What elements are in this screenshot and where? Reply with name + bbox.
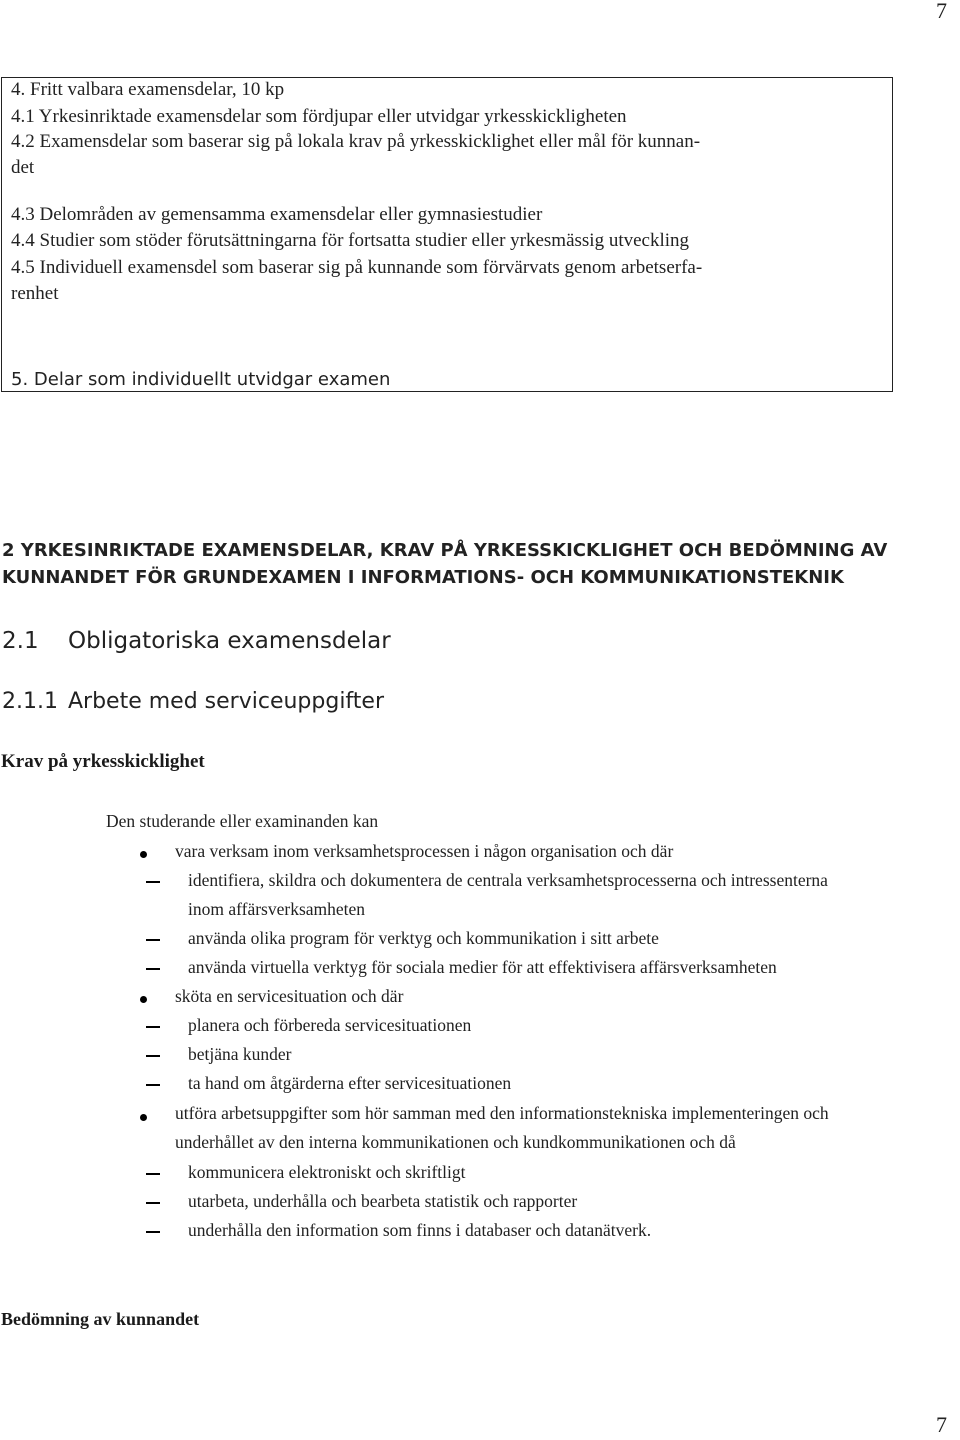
dash-marker xyxy=(146,1173,160,1175)
dash-marker xyxy=(146,1202,160,1204)
toc-line-5: 5. Delar som individuellt utvidgar examen xyxy=(11,369,391,390)
chapter-heading-line1: 2 YRKESINRIKTADE EXAMENSDELAR, KRAV PÅ YRKESSKICKLIGHET OCH BEDÖMNING AV xyxy=(2,540,888,561)
subsection-heading-title: Arbete med serviceuppgifter xyxy=(68,689,384,714)
toc-line-4-4: 4.4 Studier som stöder förutsättningarna för fortsatta studier eller yrkesmässig utveckling xyxy=(11,230,690,251)
bedomning-heading: Bedömning av kunnandet xyxy=(1,1309,200,1329)
krav-heading: Krav på yrkesskicklighet xyxy=(1,751,205,772)
sub-item-3-3: underhålla den information som finns i databaser och datanätverk. xyxy=(188,1220,652,1240)
toc-line-4-5: 4.5 Individuell examensdel som baserar sig på kunnande som förvärvats genom arbetserfa- xyxy=(11,257,703,278)
bullet-item-1: vara verksam inom verksamhetsprocessen i någon organisation och där xyxy=(175,841,674,861)
section-heading-number: 2.1 xyxy=(2,628,39,654)
section-heading-title: Obligatoriska examensdelar xyxy=(68,628,391,654)
bullet-item-3-cont: underhållet av den interna kommunikationen och kundkommunikationen och då xyxy=(175,1132,736,1152)
dash-marker xyxy=(146,968,160,970)
sub-item-2-2: betjäna kunder xyxy=(188,1044,292,1064)
toc-line-4-1: 4.1 Yrkesinriktade examensdelar som fördjupar eller utvidgar yrkesskickligheten xyxy=(11,106,627,127)
bullet-marker xyxy=(140,996,147,1003)
sub-item-1-2: använda olika program för verktyg och kommunikation i sitt arbete xyxy=(188,928,659,948)
sub-item-1-1: identifiera, skildra och dokumentera de centrala verksamhetsprocesserna och intressenterna xyxy=(188,870,828,890)
bullet-marker xyxy=(140,851,147,858)
sub-item-1-3: använda virtuella verktyg för sociala medier för att effektivisera affärsverksamheten xyxy=(188,957,777,977)
sub-item-1-1-cont: inom affärsverksamheten xyxy=(188,899,366,919)
dash-marker xyxy=(146,1231,160,1233)
bullet-marker xyxy=(140,1114,147,1121)
sub-item-2-1: planera och förbereda servicesituationen xyxy=(188,1015,472,1035)
bullet-item-3: utföra arbetsuppgifter som hör samman med den informationstekniska implementeringen och xyxy=(175,1103,829,1123)
subsection-heading-number: 2.1.1 xyxy=(2,689,58,714)
dash-marker xyxy=(146,1055,160,1057)
toc-line-4-5-cont: renhet xyxy=(11,283,59,304)
sub-item-2-3: ta hand om åtgärderna efter servicesituationen xyxy=(188,1073,512,1093)
toc-line-4-2: 4.2 Examensdelar som baserar sig på lokala krav på yrkesskicklighet eller mål för kunnan- xyxy=(11,131,701,152)
dash-marker xyxy=(146,939,160,941)
intro-text: Den studerande eller examinanden kan xyxy=(106,811,379,831)
page-number-top: 7 xyxy=(936,0,947,23)
bullet-item-2: sköta en servicesituation och där xyxy=(175,986,404,1006)
page-number-bottom: 7 xyxy=(936,1412,947,1437)
toc-line-4-3: 4.3 Delområden av gemensamma examensdelar eller gymnasiestudier xyxy=(11,204,543,225)
dash-marker xyxy=(146,881,160,883)
toc-box xyxy=(1,77,893,392)
chapter-heading-line2: KUNNANDET FÖR GRUNDEXAMEN I INFORMATIONS- OCH KOMMUNIKATIONSTEKNIK xyxy=(2,567,844,588)
dash-marker xyxy=(146,1084,160,1086)
dash-marker xyxy=(146,1026,160,1028)
toc-line-4: 4. Fritt valbara examensdelar, 10 kp xyxy=(11,79,285,100)
toc-line-4-2-cont: det xyxy=(11,157,35,178)
sub-item-3-2: utarbeta, underhålla och bearbeta statistik och rapporter xyxy=(188,1191,578,1211)
sub-item-3-1: kommunicera elektroniskt och skriftligt xyxy=(188,1162,466,1182)
